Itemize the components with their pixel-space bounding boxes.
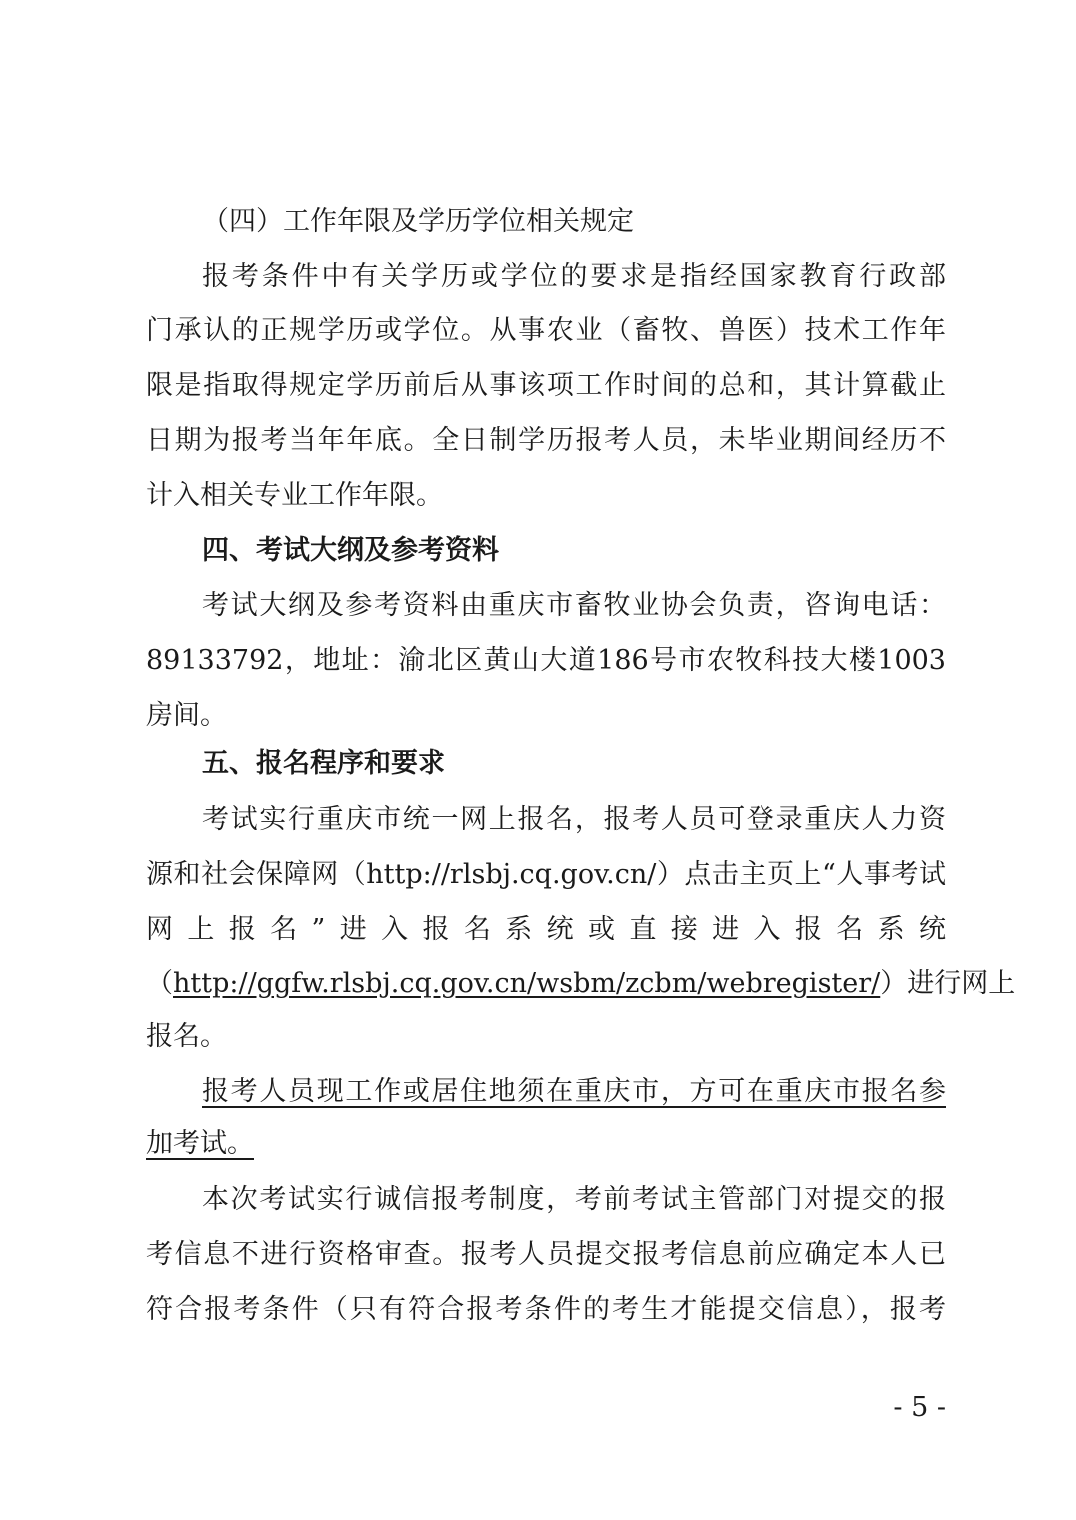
section-heading: 五、报名程序和要求 xyxy=(202,748,445,779)
paragraph-line: 网上报名”进入报名系统或直接进入报名系统 xyxy=(146,914,946,945)
paragraph-line: 报考条件中有关学历或学位的要求是指经国家教育行政部 xyxy=(202,261,946,292)
paragraph-line: 房间。 xyxy=(146,700,227,731)
paragraph-line: 门承认的正规学历或学位。从事农业（畜牧、兽医）技术工作年 xyxy=(146,315,946,346)
paragraph-line: 符合报考条件（只有符合报考条件的考生才能提交信息），报考 xyxy=(146,1294,946,1325)
close-paren-text: ）进行网上 xyxy=(880,968,1016,999)
subsection-heading: （四）工作年限及学历学位相关规定 xyxy=(202,206,634,237)
paragraph-line-with-link xyxy=(146,964,1016,1004)
paragraph-line: 89133792，地址：渝北区黄山大道186号市农牧科技大楼1003 xyxy=(146,645,946,676)
paragraph-line: 考信息不进行资格审查。报考人员提交报考信息前应确定本人已 xyxy=(146,1239,946,1270)
paragraph-line: 考试大纲及参考资料由重庆市畜牧业协会负责，咨询电话： xyxy=(202,590,946,621)
paragraph-line: 计入相关专业工作年限。 xyxy=(146,480,443,511)
paragraph-line: 源和社会保障网（http://rlsbj.cq.gov.cn/）点击主页上“人事考试 xyxy=(146,859,946,890)
underlined-paragraph-line: 加考试。 xyxy=(146,1128,254,1159)
open-paren: （ xyxy=(146,968,173,999)
registration-link[interactable]: http://ggfw.rlsbj.cq.gov.cn/wsbm/zcbm/webregister/ xyxy=(173,968,881,999)
paragraph-line: 报名。 xyxy=(146,1021,227,1052)
underlined-paragraph-line: 报考人员现工作或居住地须在重庆市，方可在重庆市报名参 xyxy=(202,1076,946,1107)
page-number: - 5 - xyxy=(893,1392,946,1423)
paragraph-line: 本次考试实行诚信报考制度，考前考试主管部门对提交的报 xyxy=(202,1184,946,1215)
paragraph-line: 限是指取得规定学历前后从事该项工作时间的总和，其计算截止 xyxy=(146,370,946,401)
section-heading: 四、考试大纲及参考资料 xyxy=(202,535,499,566)
paragraph-line: 日期为报考当年年底。全日制学历报考人员，未毕业期间经历不 xyxy=(146,425,946,456)
paragraph-line: 考试实行重庆市统一网上报名，报考人员可登录重庆人力资 xyxy=(202,804,946,835)
